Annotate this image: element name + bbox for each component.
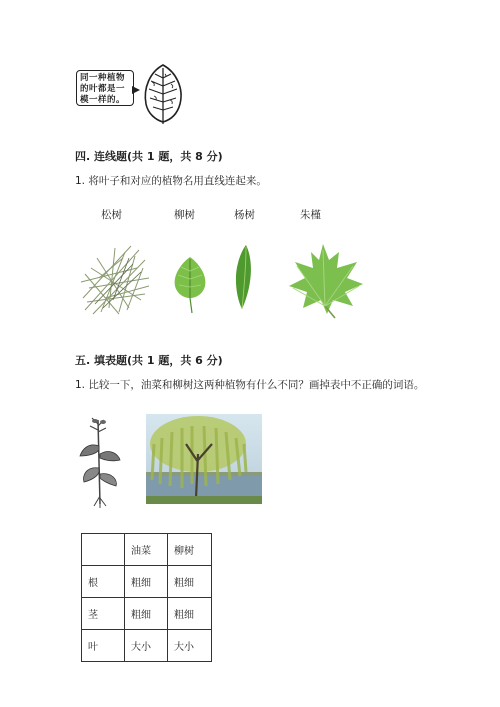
speech-bubble — [76, 70, 134, 106]
willow-tree-photo — [146, 414, 262, 504]
row-label-leaf: 叶 — [82, 630, 125, 662]
plant-label-pine: 松树 — [101, 209, 122, 221]
row-label-root: 根 — [82, 566, 125, 598]
section-5-heading: 五. 填表题(共 1 题，共 6 分) — [75, 354, 223, 367]
cell-willow-stem[interactable]: 粗细 — [168, 598, 212, 630]
bubble-tail — [132, 86, 140, 94]
plant-label-hibiscus: 朱槿 — [300, 209, 321, 221]
round-leaf-image — [171, 253, 209, 315]
section-5-question: 1. 比较一下，油菜和柳树这两种植物有什么不同？画掉表中不正确的词语。 — [75, 379, 425, 391]
willow-leaf-image — [232, 243, 254, 313]
plant-label-willow: 柳树 — [174, 209, 195, 221]
cell-rapeseed-root[interactable]: 粗细 — [125, 566, 168, 598]
bubble-line-2: 的叶都是一 — [80, 84, 126, 94]
lobed-leaf-image — [287, 242, 365, 320]
table-row — [82, 566, 212, 598]
bubble-line-1: 同一种植物 — [80, 73, 126, 83]
bubble-line-3: 模一样的。 — [80, 95, 126, 105]
cell-rapeseed-leaf[interactable]: 大小 — [125, 630, 168, 662]
cell-willow-leaf[interactable]: 大小 — [168, 630, 212, 662]
cell-rapeseed-stem[interactable]: 粗细 — [125, 598, 168, 630]
sketched-leaf-image — [140, 62, 186, 126]
table-header-willow: 柳树 — [168, 534, 212, 566]
plant-label-poplar: 杨树 — [234, 209, 255, 221]
table-corner-cell — [82, 534, 125, 566]
pine-needles-image — [79, 238, 151, 318]
table-row — [82, 598, 212, 630]
section-4-heading: 四. 连线题(共 1 题，共 8 分) — [75, 150, 223, 163]
comparison-table — [81, 533, 212, 662]
table-header-rapeseed: 油菜 — [125, 534, 168, 566]
rapeseed-plant-image — [78, 416, 122, 508]
row-label-stem: 茎 — [82, 598, 125, 630]
section-4-question: 1. 将叶子和对应的植物名用直线连起来。 — [75, 175, 267, 187]
cell-willow-root[interactable]: 粗细 — [168, 566, 212, 598]
table-row — [82, 630, 212, 662]
table-header-row — [82, 534, 212, 566]
